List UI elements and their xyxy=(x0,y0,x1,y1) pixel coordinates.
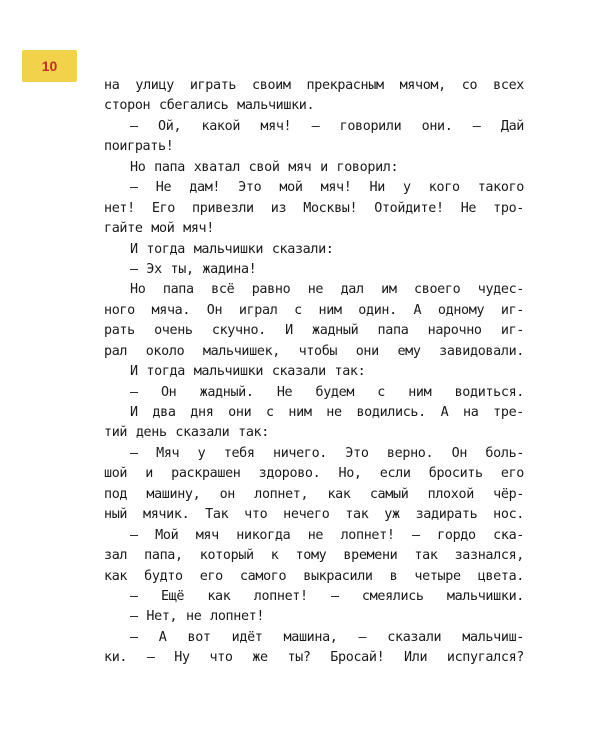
text-line: Но папа всё равно не дал им своего чудес- xyxy=(130,282,524,298)
text-line: И тогда мальчишки сказали так: xyxy=(130,364,366,380)
text-line: ный мячик. Так что нечего так уж задирать нос. xyxy=(104,507,524,523)
text-line: сторон сбегались мальчишки. xyxy=(104,98,315,114)
text-line: зал папа, который к тому времени так зазнался, xyxy=(104,548,524,564)
text-line: гайте мой мяч! xyxy=(104,221,214,237)
page-number: 10 xyxy=(41,58,58,74)
story-text xyxy=(104,76,524,669)
page-number-badge xyxy=(22,50,77,82)
text-line: как будто его самого выкрасили в четыре цвета. xyxy=(104,568,524,584)
text-line: Но папа хватал свой мяч и говорил: xyxy=(130,159,399,175)
text-line: — Ещё как лопнет! — смеялись мальчишки. xyxy=(130,588,524,604)
text-line: рал около мальчишек, чтобы они ему завидовали. xyxy=(104,343,524,359)
text-line: ного мяча. Он играл с ним один. А одному иг- xyxy=(104,302,524,318)
text-line: под машину, он лопнет, как самый плохой чёр- xyxy=(104,486,524,502)
text-line: И два дня они с ним не водились. А на тре- xyxy=(130,405,524,420)
text-line: шой и раскрашен здорово. Но, если бросить его xyxy=(104,466,524,482)
text-line: — Мой мяч никогда не лопнет! — гордо ска- xyxy=(130,527,524,543)
text-line: — Ой, какой мяч! — говорили они. — Дай xyxy=(130,118,524,134)
text-line: — Нет, не лопнет! xyxy=(130,609,265,625)
text-line: И тогда мальчишки сказали: xyxy=(130,241,334,257)
text-line: — Эх ты, жадина! xyxy=(130,261,257,277)
text-line: тий день сказали так: xyxy=(104,425,269,441)
text-line: на улицу играть своим прекрасным мячом, со всех xyxy=(104,78,524,93)
text-line: нет! Его привезли из Москвы! Отойдите! Не тро- xyxy=(104,200,524,216)
text-line: — Мяч у тебя ничего. Это верно. Он боль- xyxy=(130,445,524,461)
text-line: рать очень скучно. И жадный папа нарочно иг- xyxy=(104,323,524,339)
text-line: ки. — Ну что же ты? Бросай! Или испугался? xyxy=(104,650,524,666)
text-line: поиграть! xyxy=(104,139,174,155)
text-line: — Он жадный. Не будем с ним водиться. xyxy=(130,384,524,400)
text-line: — А вот идёт машина, — сказали мальчиш- xyxy=(130,629,524,645)
text-line: — Не дам! Это мой мяч! Ни у кого такого xyxy=(130,180,524,196)
